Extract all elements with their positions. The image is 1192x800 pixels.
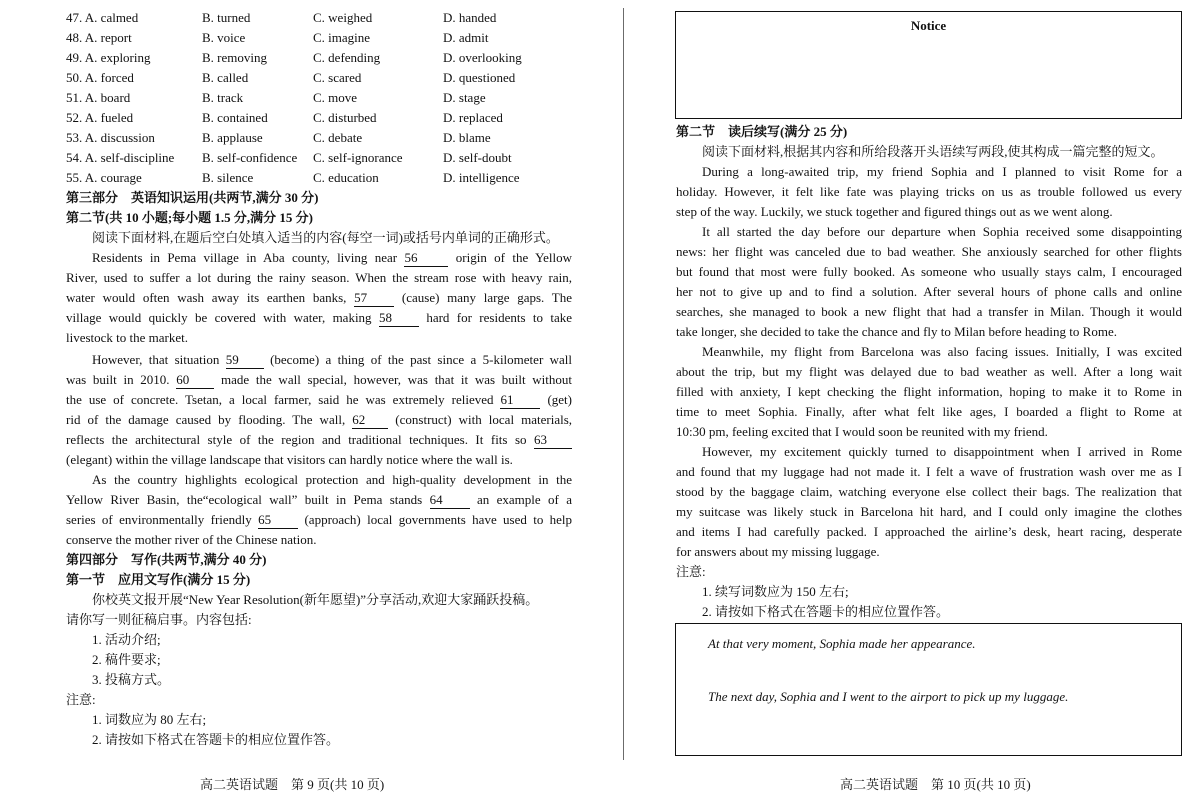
blank-61[interactable]: 61 [500,392,540,409]
text-span: village would quickly be covered with water, making [66,310,372,325]
option-item-question[interactable]: 51. A. board [66,90,131,105]
blank-59[interactable]: 59 [226,352,264,369]
option-item[interactable]: D. handed [443,10,497,25]
part3-title: 第三部分 英语知识运用(共两节,满分 30 分) [66,190,319,205]
story-line: and items I had carefully packed. I approached the airline’s desk, heart racing, desperate [676,524,1182,539]
option-item-question[interactable]: 53. A. discussion [66,130,155,145]
text-span: (construct) with local materials, [395,412,573,427]
p1-line2: River, used to suffer a lot during the rainy season. When the stream rose with heavy rain, [66,270,572,285]
p2-line1 [92,350,572,370]
text-span: reflects the architectural style of the region and traditional techniques. It fits so [66,432,527,447]
story-line: holiday. However, it felt like fate was playing tricks on us as trouble followed us every [676,184,1182,199]
story-line: about the trip, but my flight was delayed due to bad weather as well. After a long wait [676,364,1182,379]
option-item[interactable]: B. applause [202,130,263,145]
story-line: It all started the day before our departure when Sophia received some disappointing [702,224,1182,239]
content-item-3: 3. 投稿方式。 [92,672,171,687]
note-label: 注意: [66,692,96,707]
p2-line3 [66,390,572,410]
text-span: (cause) many large gaps. The [401,290,573,305]
section2-title: 第二节(共 10 小题;每小题 1.5 分,满分 15 分) [66,210,313,225]
text-span: rid of the damage caused by flooding. The wall, [66,412,346,427]
option-item[interactable]: D. admit [443,30,489,45]
writing-prompt-line1: 你校英文报开展“New Year Resolution(新年愿望)”分享活动,欢迎大家踊跃投稿。 [92,592,539,607]
option-item[interactable]: B. voice [202,30,246,45]
text-span: However, that situation [92,352,220,367]
option-item[interactable]: B. called [202,70,249,85]
story-line: Meanwhile, my flight from Barcelona was also facing issues. Initially, I was excited [702,344,1182,359]
option-item[interactable]: B. silence [202,170,254,185]
story-line: During a long-awaited trip, my friend Sophia and I planned to visit Rome for a [702,164,1182,179]
text-span: an example of a [476,492,573,507]
notice-title: Notice [910,18,947,33]
story-line: take longer, she decided to take the chance and fly to Milan before heading to Rome. [676,324,1117,339]
option-item[interactable]: C. imagine [313,30,371,45]
p1-line1 [92,248,572,268]
answer-box[interactable] [675,623,1182,756]
option-item[interactable]: B. turned [202,10,251,25]
option-item[interactable]: B. self-confidence [202,150,298,165]
option-item[interactable]: C. self-ignorance [313,150,403,165]
option-item-question[interactable]: 50. A. forced [66,70,134,85]
text-span: origin of the Yellow [455,250,573,265]
option-item-question[interactable]: 48. A. report [66,30,132,45]
option-item[interactable]: D. overlooking [443,50,522,65]
blank-63[interactable]: 63 [534,432,572,449]
p3-line2 [66,490,572,510]
notice-box[interactable] [675,11,1182,119]
text-span: Yellow River Basin, the“ecological wall” built in Pema stands [66,492,423,507]
paragraph-start-2: The next day, Sophia and I went to the airport to pick up my luggage. [708,689,1069,704]
option-item[interactable]: D. replaced [443,110,503,125]
p2-line6: (elegant) within the village landscape that visitors can hardly notice where the wall is. [66,452,513,467]
story-line: searches, she managed to book a new flight that had a transfer in Milan. Though it would [676,304,1182,319]
note-item-2: 2. 请按如下格式在答题卡的相应位置作答。 [92,732,340,747]
option-item-question[interactable]: 54. A. self-discipline [66,150,175,165]
blank-56[interactable]: 56 [404,250,448,267]
p2-line4 [66,410,572,430]
story-line: my suitcase was likely stuck in Barcelona hit hard, and I could only imagine the clothes [676,504,1182,519]
option-item[interactable]: D. intelligence [443,170,520,185]
part4-title: 第四部分 写作(共两节,满分 40 分) [66,552,267,567]
story-line: news: her flight was canceled due to bad weather. She anxiously searched for other flights [676,244,1182,259]
note-item-2: 2. 请按如下格式在答题卡的相应位置作答。 [702,604,950,619]
cloze-instruction: 阅读下面材料,在题后空白处填入适当的内容(每空一词)或括号内单词的正确形式。 [92,230,559,245]
page-divider [623,8,624,760]
option-item[interactable]: D. questioned [443,70,516,85]
p1-line3 [66,288,572,308]
option-item-question[interactable]: 49. A. exploring [66,50,151,65]
p3-line4: conserve the mother river of the Chinese nation. [66,532,317,547]
option-item[interactable]: C. defending [313,50,381,65]
story-line: time to meet Sophia. Finally, after what felt like ages, I boarded a flight to Rome at [676,404,1182,419]
option-item[interactable]: B. track [202,90,244,105]
option-item[interactable]: C. move [313,90,358,105]
page-footer: 高二英语试题 第 10 页(共 10 页) [840,777,1031,792]
p1-line4 [66,308,572,328]
option-item[interactable]: D. self-doubt [443,150,512,165]
blank-57[interactable]: 57 [354,290,394,307]
page-footer: 高二英语试题 第 9 页(共 10 页) [200,777,385,792]
blank-64[interactable]: 64 [430,492,470,509]
blank-65[interactable]: 65 [258,512,298,529]
story-line: and found that my luggage had not made it. I felt a wave of frustration wash over me as I [676,464,1182,479]
text-span: made the wall special, however, was that it was built without [220,372,573,387]
p2-line5 [66,430,572,450]
note-item-1: 1. 词数应为 80 左右; [92,712,207,727]
option-item[interactable]: D. stage [443,90,486,105]
story-line: However, my excitement quickly turned to disappointment when I arrived in Rome [702,444,1182,459]
story-line: step of the way. Luckily, we stuck together and figured things out as we went along. [676,204,1113,219]
p2-line2 [66,370,572,390]
blank-60[interactable]: 60 [176,372,214,389]
text-span: series of environmentally friendly [66,512,252,527]
blank-58[interactable]: 58 [379,310,419,327]
option-item[interactable]: B. contained [202,110,268,125]
option-item[interactable]: C. scared [313,70,362,85]
option-item[interactable]: C. education [313,170,379,185]
story-line: stood by the baggage claim, watching everyone else collect their bags. The realization that [676,484,1182,499]
p1-line5: livestock to the market. [66,330,189,345]
option-item[interactable]: C. disturbed [313,110,377,125]
option-item[interactable]: B. removing [202,50,267,65]
text-span: the use of concrete. Tsetan, a local farmer, said he was extremely relieved [66,392,494,407]
text-span: was built in 2010. [66,372,170,387]
story-line: filled with anxiety, I kept checking the flight information, hoping to make it to Rome in [676,384,1182,399]
option-item[interactable]: D. blame [443,130,491,145]
option-item[interactable]: C. weighed [313,10,373,25]
story-line: 10:30 pm, feeling excited that I would soon be reunited with my friend. [676,424,1048,439]
p3-line3 [66,510,572,530]
paragraph-start-1: At that very moment, Sophia made her appearance. [708,636,976,651]
text-span: hard for residents to take [426,310,573,325]
content-item-2: 2. 稿件要求; [92,652,161,667]
note-item-1: 1. 续写词数应为 150 左右; [702,584,849,599]
p3-line1: As the country highlights ecological protection and high-quality development in the [92,472,572,487]
text-span: (become) a thing of the past since a 5-kilometer wall [270,352,573,367]
content-item-1: 1. 活动介绍; [92,632,161,647]
text-span: water would often wash away its earthen banks, [66,290,347,305]
blank-62[interactable]: 62 [352,412,388,429]
story-line: her not to give up and to find a solution. After several hours of phone calls and online [676,284,1182,299]
option-item-question[interactable]: 55. A. courage [66,170,142,185]
continuation-section-title: 第二节 读后续写(满分 25 分) [676,124,848,139]
continuation-instruction: 阅读下面材料,根据其内容和所给段落开头语续写两段,使其构成一篇完整的短文。 [702,144,1164,159]
story-line: but found that most were fully booked. As someone who usually stays calm, I encouraged [676,264,1182,279]
option-item-question[interactable]: 47. A. calmed [66,10,139,25]
note-label: 注意: [676,564,706,579]
section1-title: 第一节 应用文写作(满分 15 分) [66,572,251,587]
text-span: Residents in Pema village in Aba county, living near [92,250,398,265]
text-span: (get) [547,392,572,407]
option-item[interactable]: C. debate [313,130,363,145]
writing-prompt-line2: 请你写一则征稿启事。内容包括: [66,612,252,627]
story-line: for answers about my missing luggage. [676,544,880,559]
text-span: (approach) local governments have used to help [304,512,573,527]
option-item-question[interactable]: 52. A. fueled [66,110,134,125]
